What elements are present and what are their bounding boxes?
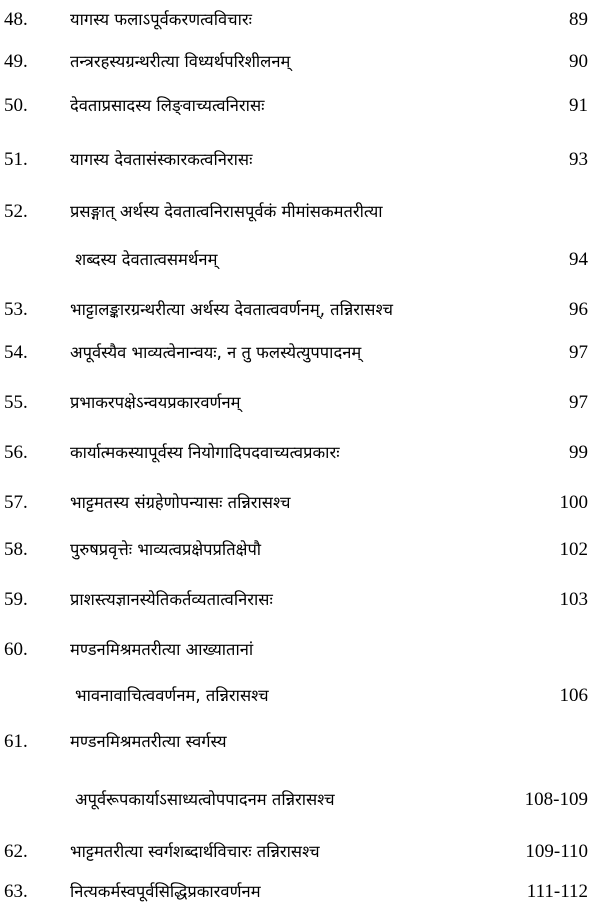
entry-number: 63. [4,881,28,902]
entry-title: यागस्य फलाऽपूर्वकरणत्वविचारः [70,10,252,29]
page-number: 93 [569,149,588,170]
entry-title: शब्दस्य देवतात्वसमर्थनम् [75,250,218,269]
entry-title: भाट्टमतस्य संग्रहेणोपन्यासः तन्निरासश्च [70,493,291,512]
page-number: 106 [559,685,588,706]
entry-number: 60. [4,639,28,660]
page-number: 97 [569,392,588,413]
entry-title: प्राशस्त्यज्ञानस्येतिकर्तव्यतात्वनिरासः [70,590,273,609]
toc-entry [0,140,600,180]
toc-entry [0,0,600,40]
toc-entry [0,42,600,82]
entry-title: तन्त्ररहस्यग्रन्थरीत्या विध्यर्थपरिशीलनम् [70,52,291,71]
toc-entry [0,832,600,872]
entry-title: नित्यकर्मस्वपूर्वसिद्धिप्रकारवर्णनम [70,882,261,901]
page-number: 94 [569,249,588,270]
toc-entry [0,383,600,423]
toc-entry [0,86,600,126]
entry-number: 62. [4,841,28,862]
entry-title: भाट्टालङ्कारग्रन्थरीत्या अर्थस्य देवतात्ववर्णनम्, तन्निरासश्च [70,300,393,319]
entry-number: 49. [4,51,28,72]
page-number: 109-110 [525,841,588,862]
entry-number: 51. [4,149,28,170]
entry-number: 52. [4,201,28,222]
page-number: 97 [569,342,588,363]
toc-entry-continuation [0,240,600,280]
entry-title: यागस्य देवतासंस्कारकत्वनिरासः [70,150,253,169]
page-number: 100 [559,492,588,513]
entry-title: मण्डनमिश्रमतरीत्या स्वर्गस्य [70,732,227,751]
entry-title: अपूर्वस्यैव भाव्यत्वेनान्वयः, न तु फलस्येत्युपपादनम् [70,343,362,362]
entry-number: 50. [4,95,28,116]
toc-entry-continuation [0,676,600,716]
toc-entry [0,192,600,232]
toc-entry [0,872,600,912]
entry-number: 57. [4,492,28,513]
entry-number: 55. [4,392,28,413]
entry-title: देवताप्रसादस्य लिङ्वाच्यत्वनिरासः [70,96,265,115]
entry-number: 54. [4,342,28,363]
entry-title: पुरुषप्रवृत्तेः भाव्यत्वप्रक्षेपप्रतिक्षेपौ [70,540,262,559]
page-number: 96 [569,299,588,320]
toc-entry [0,630,600,670]
page-number: 108-109 [524,789,588,810]
entry-number: 59. [4,589,28,610]
toc-entry-continuation [0,780,600,820]
entry-number: 58. [4,539,28,560]
page-number: 102 [559,539,588,560]
entry-title: भावनावाचित्ववर्णनम, तन्निरासश्च [75,686,269,705]
entry-title: कार्यात्मकस्यापूर्वस्य नियोगादिपदवाच्यत्वप्रकारः [70,443,340,462]
toc-entry [0,483,600,523]
entry-title: मण्डनमिश्रमतरीत्या आख्यातानां [70,640,254,659]
entry-number: 61. [4,731,28,752]
entry-title: भाट्टमतरीत्या स्वर्गशब्दार्थविचारः तन्निरासश्च [70,842,320,861]
entry-number: 48. [4,9,28,30]
entry-title: अपूर्वरूपकार्याऽसाध्यत्वोपपादनम तन्निरासश्च [75,790,335,809]
page-number: 90 [569,51,588,72]
toc-entry [0,580,600,620]
page-number: 91 [569,95,588,116]
entry-number: 53. [4,299,28,320]
toc-entry [0,722,600,762]
entry-title: प्रभाकरपक्षेऽन्वयप्रकारवर्णनम् [70,393,241,412]
entry-number: 56. [4,442,28,463]
toc-entry [0,333,600,373]
page-number: 103 [559,589,588,610]
entry-title: प्रसङ्गात् अर्थस्य देवतात्वनिरासपूर्वकं मीमांसकमतरीत्या [70,202,383,221]
page-number: 99 [569,442,588,463]
page-number: 89 [569,9,588,30]
toc-entry [0,530,600,570]
toc-entry [0,433,600,473]
toc-entry [0,290,600,330]
page-number: 111-112 [526,881,588,902]
